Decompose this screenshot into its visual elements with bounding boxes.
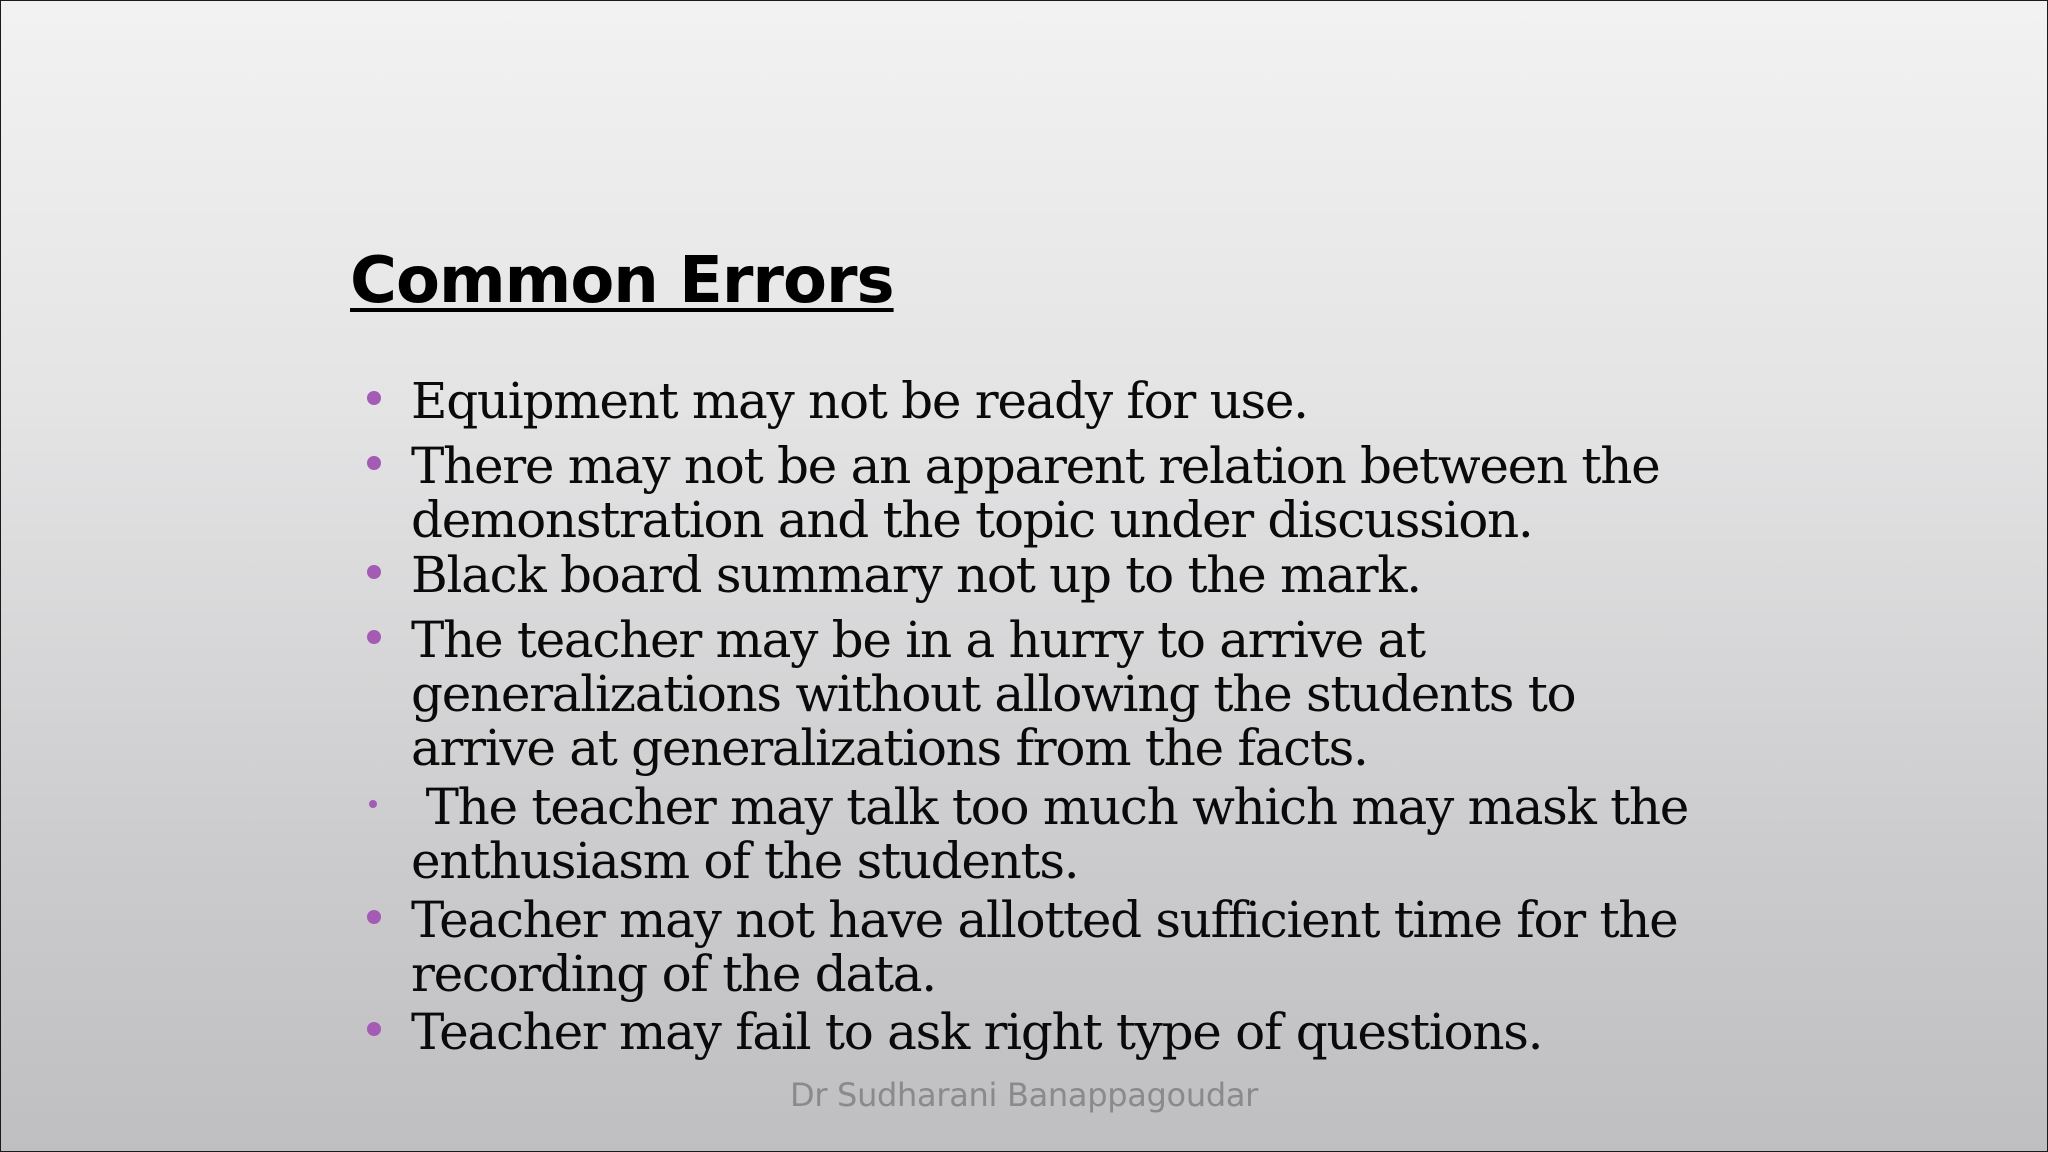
- bullet-dot-icon: [367, 630, 381, 644]
- bullet-item: [367, 374, 1767, 428]
- slide: [1, 1, 2047, 1151]
- bullet-line: The teacher may talk too much which may mask the: [411, 778, 1689, 836]
- bullet-line: Equipment may not be ready for use.: [411, 372, 1308, 430]
- bullet-line: There may not be an apparent relation between the: [411, 437, 1660, 495]
- bullet-dot-icon: [369, 800, 377, 808]
- bullet-line: recording of the data.: [411, 945, 936, 1003]
- slide-footer-author: Dr Sudharani Banappagoudar: [789, 1076, 1258, 1114]
- bullet-line: Teacher may fail to ask right type of questions.: [411, 1003, 1543, 1061]
- bullet-line: Teacher may not have allotted sufficient time for the: [411, 891, 1678, 949]
- bullet-text: [411, 613, 1767, 775]
- bullet-item: [367, 1005, 1767, 1059]
- bullet-line: demonstration and the topic under discussion.: [411, 491, 1533, 549]
- bullet-item: [367, 613, 1767, 775]
- bullet-text: [411, 1005, 1767, 1059]
- bullet-text: [411, 893, 1767, 1001]
- bullet-text: [411, 780, 1767, 888]
- bullet-line: enthusiasm of the students.: [411, 832, 1079, 890]
- bullet-dot-icon: [367, 565, 381, 579]
- bullet-item: [367, 439, 1767, 547]
- bullet-dot-icon: [367, 456, 381, 470]
- bullet-line: generalizations without allowing the students to: [411, 665, 1576, 723]
- bullet-line: Black board summary not up to the mark.: [411, 546, 1421, 604]
- bullet-item: [367, 548, 1767, 602]
- bullet-item: [367, 780, 1767, 888]
- bullet-line: arrive at generalizations from the facts.: [411, 719, 1368, 777]
- bullet-text: [411, 548, 1767, 602]
- bullet-dot-icon: [367, 1022, 381, 1036]
- bullet-dot-icon: [367, 391, 381, 405]
- bullet-item: [367, 893, 1767, 1001]
- bullet-text: [411, 374, 1767, 428]
- bullet-text: [411, 439, 1767, 547]
- bullet-line: The teacher may be in a hurry to arrive at: [411, 611, 1425, 669]
- bullet-dot-icon: [367, 910, 381, 924]
- slide-title: Common Errors: [350, 244, 894, 318]
